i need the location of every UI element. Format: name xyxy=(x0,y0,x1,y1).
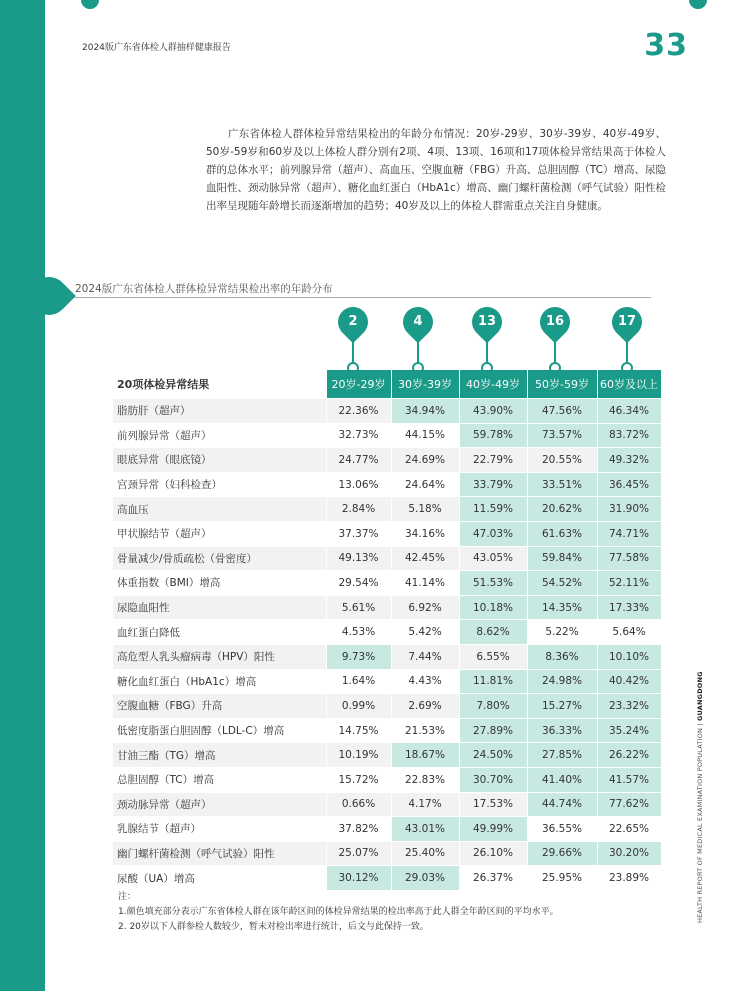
rate-cell: 10.10% xyxy=(597,644,661,669)
rate-cell: 6.55% xyxy=(459,644,527,669)
rate-cell: 5.61% xyxy=(326,595,391,620)
rate-cell: 27.89% xyxy=(459,718,527,743)
page-number: 33 xyxy=(644,28,688,63)
rate-cell: 23.89% xyxy=(597,866,661,891)
rate-cell: 22.36% xyxy=(326,399,391,424)
side-caption-region: GUANGDONG xyxy=(696,671,704,722)
row-label: 颈动脉异常（超声） xyxy=(113,792,326,817)
rate-cell: 49.99% xyxy=(459,817,527,842)
rate-cell: 7.44% xyxy=(391,644,459,669)
notes xyxy=(118,890,559,935)
rate-cell: 4.43% xyxy=(391,669,459,694)
rate-cell: 5.64% xyxy=(597,620,661,645)
rate-cell: 22.65% xyxy=(597,817,661,842)
rate-cell: 51.53% xyxy=(459,571,527,596)
count-pin-value: 4 xyxy=(413,314,423,329)
table-row xyxy=(113,841,661,866)
rate-cell: 20.55% xyxy=(527,448,597,473)
table-row xyxy=(113,644,661,669)
rate-cell: 43.90% xyxy=(459,399,527,424)
table-row xyxy=(113,448,661,473)
chart-title: 2024版广东省体检人群体检异常结果检出率的年龄分布 xyxy=(75,283,333,295)
count-pin-20-29 xyxy=(338,307,368,337)
rate-cell: 14.35% xyxy=(527,595,597,620)
count-pin-60-plus xyxy=(612,307,642,337)
rate-cell: 17.33% xyxy=(597,595,661,620)
rate-cell: 41.40% xyxy=(527,767,597,792)
table-row xyxy=(113,521,661,546)
side-caption-separator: | xyxy=(696,723,704,726)
column-header-30-39: 30岁-39岁 xyxy=(391,370,459,399)
count-pin-value: 16 xyxy=(545,314,565,329)
rate-cell: 41.14% xyxy=(391,571,459,596)
count-pin-40-49 xyxy=(472,307,502,337)
rate-cell: 26.22% xyxy=(597,743,661,768)
rate-cell: 29.03% xyxy=(391,866,459,891)
rate-cell: 42.45% xyxy=(391,546,459,571)
count-pin-50-59 xyxy=(540,307,570,337)
chart-title-rule xyxy=(75,297,651,298)
row-label: 幽门螺杆菌检测（呼气试验）阳性 xyxy=(113,841,326,866)
table-row xyxy=(113,792,661,817)
top-decor-dot-right xyxy=(689,0,707,9)
rate-cell: 74.71% xyxy=(597,521,661,546)
rate-cell: 59.78% xyxy=(459,423,527,448)
count-pin-value: 2 xyxy=(348,314,358,329)
row-label: 高血压 xyxy=(113,497,326,522)
rate-cell: 5.42% xyxy=(391,620,459,645)
rate-cell: 46.34% xyxy=(597,399,661,424)
table-row xyxy=(113,767,661,792)
row-label: 总胆固醇（TC）增高 xyxy=(113,767,326,792)
table-header-row xyxy=(113,370,661,399)
rate-cell: 2.69% xyxy=(391,694,459,719)
table-row xyxy=(113,669,661,694)
row-label: 眼底异常（眼底镜） xyxy=(113,448,326,473)
rate-cell: 21.53% xyxy=(391,718,459,743)
rate-cell: 8.36% xyxy=(527,644,597,669)
rate-cell: 4.17% xyxy=(391,792,459,817)
rate-cell: 30.20% xyxy=(597,841,661,866)
table-row xyxy=(113,743,661,768)
rate-cell: 44.15% xyxy=(391,423,459,448)
rate-cell: 36.55% xyxy=(527,817,597,842)
rate-cell: 34.94% xyxy=(391,399,459,424)
rate-cell: 29.66% xyxy=(527,841,597,866)
intro-paragraph: 广东省体检人群体检异常结果检出的年龄分布情况：20岁-29岁、30岁-39岁、40岁-49岁、50岁-59岁和60岁及以上体检人群分别有2项、4项、13项、16项和17项体检异常结果高于体检人群的总体水平；前列腺异常（超声）、高血压、空腹血糖（FBG）升高、总胆固醇（TC）增高、尿隐血阳性、颈动脉异常（超声）、糖化血红蛋白（HbA1c）增高、幽门螺杆菌检测（呼气试验）阳性检出率呈现随年龄增长而逐渐增加的趋势；40岁及以上的体检人群需重点关注自身健康。 xyxy=(206,128,666,212)
rate-cell: 8.62% xyxy=(459,620,527,645)
table-row xyxy=(113,497,661,522)
side-caption xyxy=(696,671,704,923)
table-row xyxy=(113,399,661,424)
rate-cell: 24.50% xyxy=(459,743,527,768)
row-label: 高危型人乳头瘤病毒（HPV）阳性 xyxy=(113,644,326,669)
row-label: 宫颈异常（妇科检查） xyxy=(113,472,326,497)
rate-cell: 30.70% xyxy=(459,767,527,792)
rate-cell: 5.22% xyxy=(527,620,597,645)
rate-cell: 61.63% xyxy=(527,521,597,546)
row-label: 骨量减少/骨质疏松（骨密度） xyxy=(113,546,326,571)
rate-cell: 10.18% xyxy=(459,595,527,620)
row-header: 20项体检异常结果 xyxy=(113,370,326,399)
row-label: 脂肪肝（超声） xyxy=(113,399,326,424)
rate-cell: 83.72% xyxy=(597,423,661,448)
rate-cell: 25.95% xyxy=(527,866,597,891)
table-row xyxy=(113,595,661,620)
rate-cell: 24.64% xyxy=(391,472,459,497)
rate-cell: 36.33% xyxy=(527,718,597,743)
rate-cell: 0.99% xyxy=(326,694,391,719)
row-label: 血红蛋白降低 xyxy=(113,620,326,645)
row-label: 体重指数（BMI）增高 xyxy=(113,571,326,596)
rate-cell: 6.92% xyxy=(391,595,459,620)
rate-cell: 73.57% xyxy=(527,423,597,448)
count-pin-value: 13 xyxy=(477,314,497,329)
rate-cell: 31.90% xyxy=(597,497,661,522)
rate-cell: 11.81% xyxy=(459,669,527,694)
rate-cell: 15.72% xyxy=(326,767,391,792)
row-label: 前列腺异常（超声） xyxy=(113,423,326,448)
rate-cell: 13.06% xyxy=(326,472,391,497)
table-row xyxy=(113,718,661,743)
rate-cell: 77.62% xyxy=(597,792,661,817)
row-label: 低密度脂蛋白胆固醇（LDL-C）增高 xyxy=(113,718,326,743)
row-label: 尿酸（UA）增高 xyxy=(113,866,326,891)
rate-cell: 43.01% xyxy=(391,817,459,842)
header-title: 2024版广东省体检人群抽样健康报告 xyxy=(82,43,231,53)
rate-cell: 24.77% xyxy=(326,448,391,473)
column-header-50-59: 50岁-59岁 xyxy=(527,370,597,399)
rate-cell: 1.64% xyxy=(326,669,391,694)
table-row xyxy=(113,620,661,645)
rate-cell: 33.79% xyxy=(459,472,527,497)
rate-cell: 9.73% xyxy=(326,644,391,669)
rate-cell: 36.45% xyxy=(597,472,661,497)
rate-cell: 40.42% xyxy=(597,669,661,694)
count-pin-value: 17 xyxy=(617,314,637,329)
rate-cell: 17.53% xyxy=(459,792,527,817)
rate-cell: 59.84% xyxy=(527,546,597,571)
rate-cell: 37.37% xyxy=(326,521,391,546)
row-label: 糖化血红蛋白（HbA1c）增高 xyxy=(113,669,326,694)
top-decor-dot-left xyxy=(81,0,99,9)
row-label: 甘油三酯（TG）增高 xyxy=(113,743,326,768)
table-row xyxy=(113,472,661,497)
rate-cell: 14.75% xyxy=(326,718,391,743)
rate-cell: 54.52% xyxy=(527,571,597,596)
rate-cell: 37.82% xyxy=(326,817,391,842)
rate-cell: 35.24% xyxy=(597,718,661,743)
row-label: 尿隐血阳性 xyxy=(113,595,326,620)
rate-cell: 2.84% xyxy=(326,497,391,522)
rate-cell: 0.66% xyxy=(326,792,391,817)
rate-cell: 22.79% xyxy=(459,448,527,473)
rate-cell: 77.58% xyxy=(597,546,661,571)
row-label: 甲状腺结节（超声） xyxy=(113,521,326,546)
rate-cell: 32.73% xyxy=(326,423,391,448)
row-label: 乳腺结节（超声） xyxy=(113,817,326,842)
table-row xyxy=(113,571,661,596)
rate-cell: 47.56% xyxy=(527,399,597,424)
rate-cell: 25.40% xyxy=(391,841,459,866)
rate-cell: 7.80% xyxy=(459,694,527,719)
rate-cell: 24.69% xyxy=(391,448,459,473)
rate-cell: 22.83% xyxy=(391,767,459,792)
side-caption-text: HEALTH REPORT OF MEDICAL EXAMINATION POPULATION xyxy=(696,727,704,923)
rate-cell: 26.37% xyxy=(459,866,527,891)
rate-cell: 52.11% xyxy=(597,571,661,596)
table-row xyxy=(113,423,661,448)
rate-cell: 30.12% xyxy=(326,866,391,891)
rate-cell: 11.59% xyxy=(459,497,527,522)
count-pin-30-39 xyxy=(403,307,433,337)
rate-cell: 43.05% xyxy=(459,546,527,571)
note-item: 2. 20岁以下人群参检人数较少，暂未对检出率进行统计，后文与此保持一致。 xyxy=(118,922,429,932)
rate-cell: 24.98% xyxy=(527,669,597,694)
side-band xyxy=(0,0,45,991)
notes-heading: 注： xyxy=(118,892,137,902)
rate-cell: 10.19% xyxy=(326,743,391,768)
rate-cell: 25.07% xyxy=(326,841,391,866)
rate-cell: 29.54% xyxy=(326,571,391,596)
rate-cell: 34.16% xyxy=(391,521,459,546)
column-header-20-29: 20岁-29岁 xyxy=(326,370,391,399)
rate-cell: 27.85% xyxy=(527,743,597,768)
column-header-40-49: 40岁-49岁 xyxy=(459,370,527,399)
table-row xyxy=(113,546,661,571)
rate-cell: 23.32% xyxy=(597,694,661,719)
rate-cell: 15.27% xyxy=(527,694,597,719)
rate-cell: 33.51% xyxy=(527,472,597,497)
rate-cell: 26.10% xyxy=(459,841,527,866)
rate-cell: 49.13% xyxy=(326,546,391,571)
rate-cell: 44.74% xyxy=(527,792,597,817)
rate-cell: 18.67% xyxy=(391,743,459,768)
note-item: 1.颜色填充部分表示广东省体检人群在该年龄区间的体检异常结果的检出率高于此人群全年龄区间的平均水平。 xyxy=(118,907,559,917)
table-row xyxy=(113,817,661,842)
row-label: 空腹血糖（FBG）升高 xyxy=(113,694,326,719)
rate-cell: 20.62% xyxy=(527,497,597,522)
column-header-60-plus: 60岁及以上 xyxy=(597,370,661,399)
table-row xyxy=(113,694,661,719)
rate-cell: 4.53% xyxy=(326,620,391,645)
results-table xyxy=(113,370,662,891)
rate-cell: 49.32% xyxy=(597,448,661,473)
rate-cell: 5.18% xyxy=(391,497,459,522)
rate-cell: 47.03% xyxy=(459,521,527,546)
table-row xyxy=(113,866,661,891)
rate-cell: 41.57% xyxy=(597,767,661,792)
